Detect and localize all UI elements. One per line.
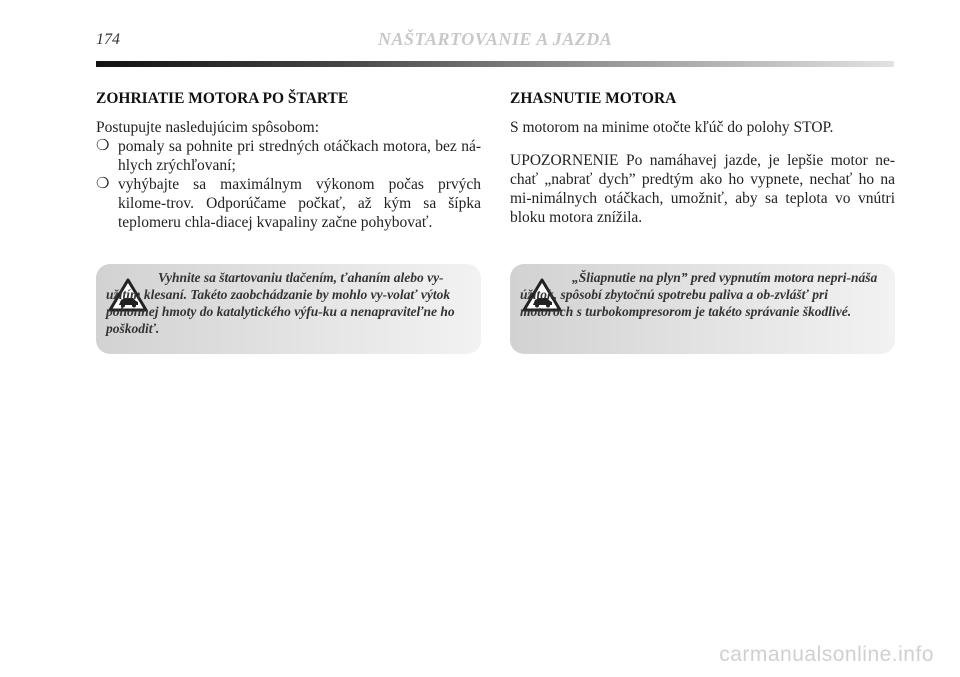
page-number: 174 <box>96 31 120 48</box>
running-title: NAŠTARTOVANIE A JAZDA <box>378 29 613 49</box>
list-item-text: vyhýbajte sa maximálnym výkonom počas prvých kilome-trov. Odporúčame počkať, až kým sa šípka teplomeru chla-diacej kvapaliny začne pohybovať. <box>118 176 481 231</box>
warning-box-left <box>96 264 481 354</box>
warning-box-right <box>510 264 895 354</box>
shutdown-text: S motorom na minime otočte kľúč do polohy STOP. <box>510 119 834 136</box>
caution-text: UPOZORNENIE Po namáhavej jazde, je lepšie motor ne-chať „nabrať dych” predtým ako ho vypnete, nechať ho na mi-nimálnych otáčkach, umožniť, aby sa teplota vo vnútri bloku motora znížila. <box>510 152 895 226</box>
warning-text: „Šliapnutie na plyn” pred vypnutím motora nepri-náša úžitok, spôsobí zbytočnú spotrebu paliva a ob-zvlášť pri motoroch s turbokompresorom je takéto správanie škodlivé. <box>520 270 878 319</box>
section-heading-shutdown: ZHASNUTIE MOTORA <box>510 90 677 107</box>
section-heading-warmup: ZOHRIATIE MOTORA PO ŠTARTE <box>96 90 349 107</box>
list-item <box>96 175 481 232</box>
bullet-symbol: ❍ <box>96 176 110 192</box>
list-item-text: pomaly sa pohnite pri stredných otáčkach motora, bez ná-hlych zrýchľovaní; <box>118 138 481 174</box>
right-column <box>510 90 895 227</box>
watermark: carmanualsonline.info <box>719 643 934 666</box>
warning-text: Vyhnite sa štartovaniu tlačením, ťahaním alebo vy-užitím klesaní. Takéto zaobchádzanie by mohlo vy-volať výtok pohonnej hmoty do katalytického výfu-ku a nenapraviteľne ho poškodiť. <box>106 270 455 336</box>
left-column <box>96 90 481 232</box>
header-rule <box>96 61 894 67</box>
bullet-list <box>96 137 481 232</box>
list-item <box>96 137 481 175</box>
bullet-symbol: ❍ <box>96 138 110 154</box>
intro-text: Postupujte nasledujúcim spôsobom: <box>96 119 320 136</box>
